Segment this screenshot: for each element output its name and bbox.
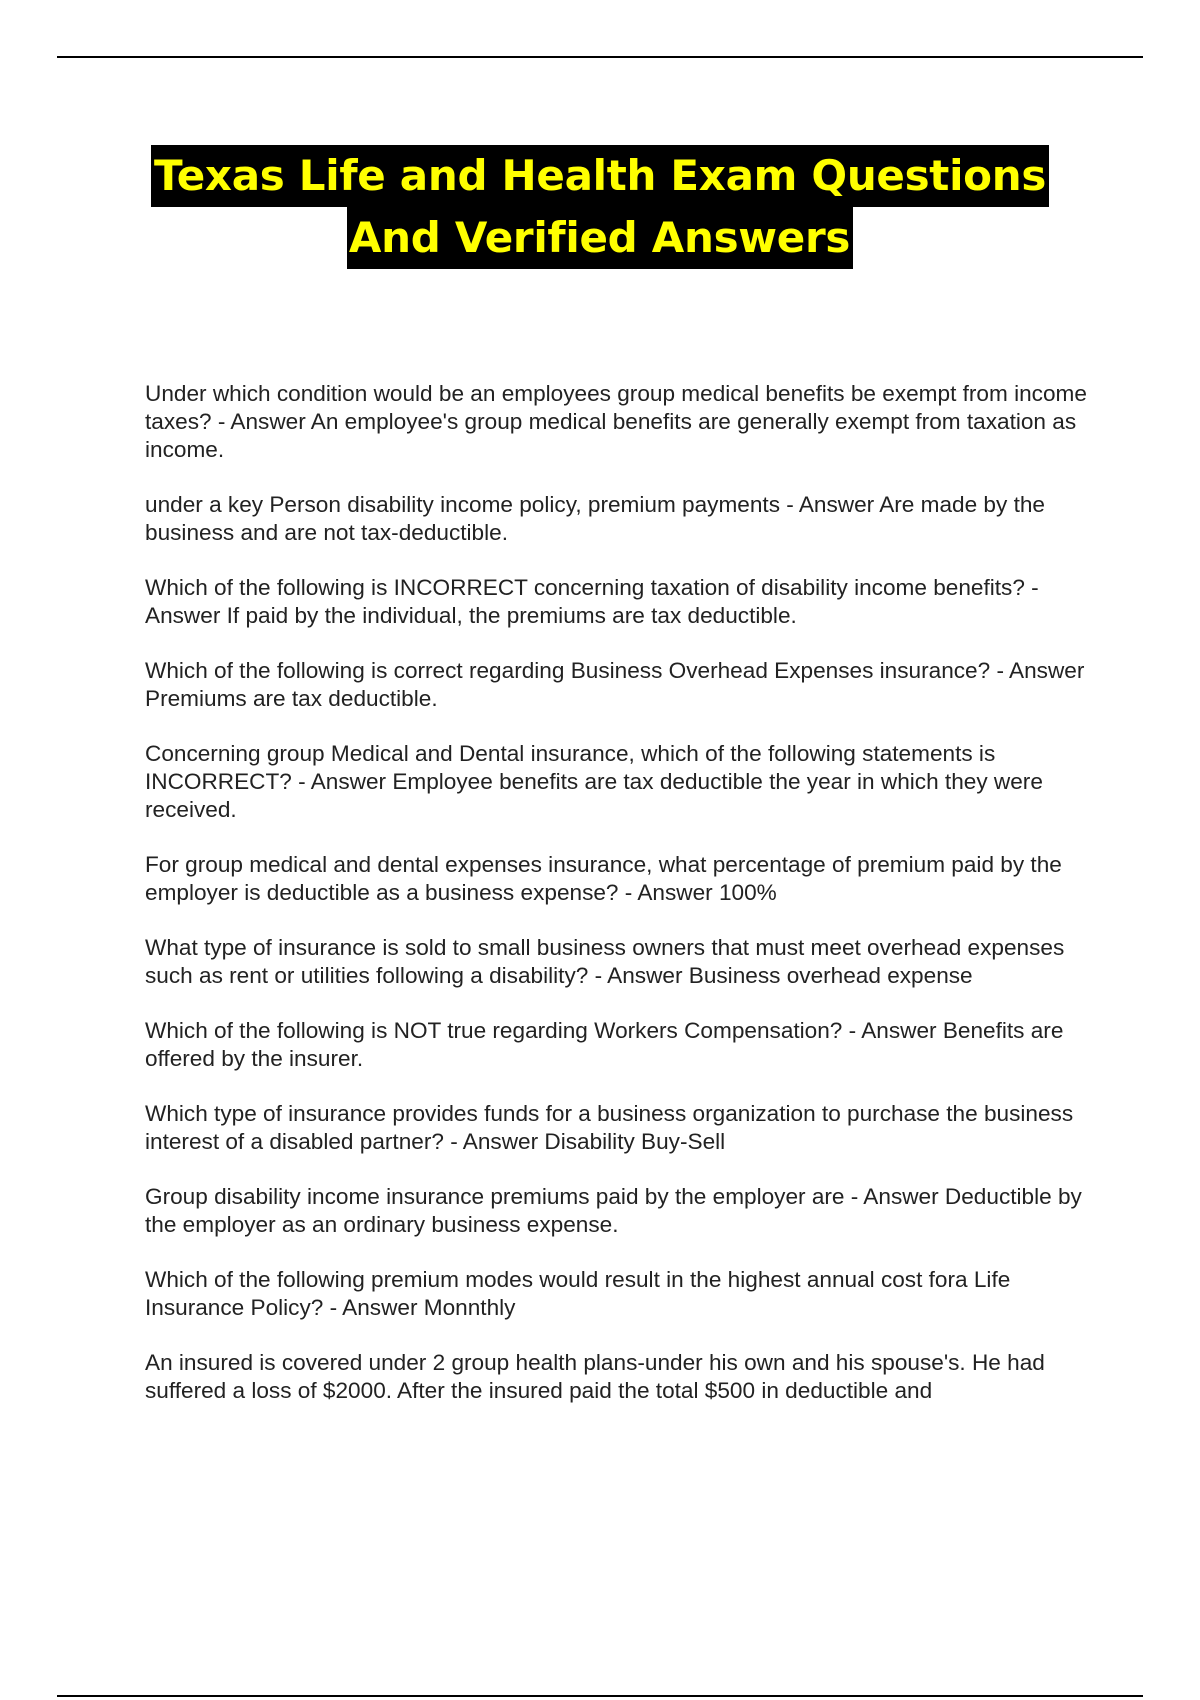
qa-item: Which type of insurance provides funds for a business organization to purchase the business interest of a disabled partner? - Answer Disability Buy-Sell — [145, 1101, 1074, 1154]
qa-item: Group disability income insurance premiums paid by the employer are - Answer Deductible by the employer as an ordinary business expense. — [145, 1184, 1082, 1237]
qa-item: Which of the following is INCORRECT concerning taxation of disability income benefits? - Answer If paid by the individual, the premiums are tax deductible. — [145, 575, 1039, 628]
bottom-rule — [57, 1695, 1143, 1697]
qa-item: under a key Person disability income policy, premium payments - Answer Are made by the business and are not tax-deductible. — [145, 492, 1045, 545]
qa-item: Which of the following is NOT true regarding Workers Compensation? - Answer Benefits are offered by the insurer. — [145, 1018, 1064, 1071]
title-line-1: Texas Life and Health Exam Questions — [151, 145, 1049, 207]
document-title — [0, 145, 1200, 269]
qa-list — [145, 380, 1095, 1432]
qa-item: Which of the following premium modes would result in the highest annual cost fora Life Insurance Policy? - Answer Monnthly — [145, 1267, 1011, 1320]
qa-item: Under which condition would be an employees group medical benefits be exempt from income taxes? - Answer An employee's group medical benefits are generally exempt from taxation as income. — [145, 381, 1087, 462]
title-line-2: And Verified Answers — [347, 207, 853, 269]
qa-item: An insured is covered under 2 group health plans-under his own and his spouse's. He had suffered a loss of $2000. After the insured paid the total $500 in deductible and — [145, 1350, 1045, 1403]
qa-item: Which of the following is correct regarding Business Overhead Expenses insurance? - Answer Premiums are tax deductible. — [145, 658, 1085, 711]
qa-item: For group medical and dental expenses insurance, what percentage of premium paid by the employer is deductible as a business expense? - Answer 100% — [145, 852, 1062, 905]
top-rule — [57, 56, 1143, 58]
qa-item: What type of insurance is sold to small business owners that must meet overhead expenses such as rent or utilities following a disability? - Answer Business overhead expense — [145, 935, 1065, 988]
qa-item: Concerning group Medical and Dental insurance, which of the following statements is INCORRECT? - Answer Employee benefits are tax deductible the year in which they were received. — [145, 741, 1043, 822]
